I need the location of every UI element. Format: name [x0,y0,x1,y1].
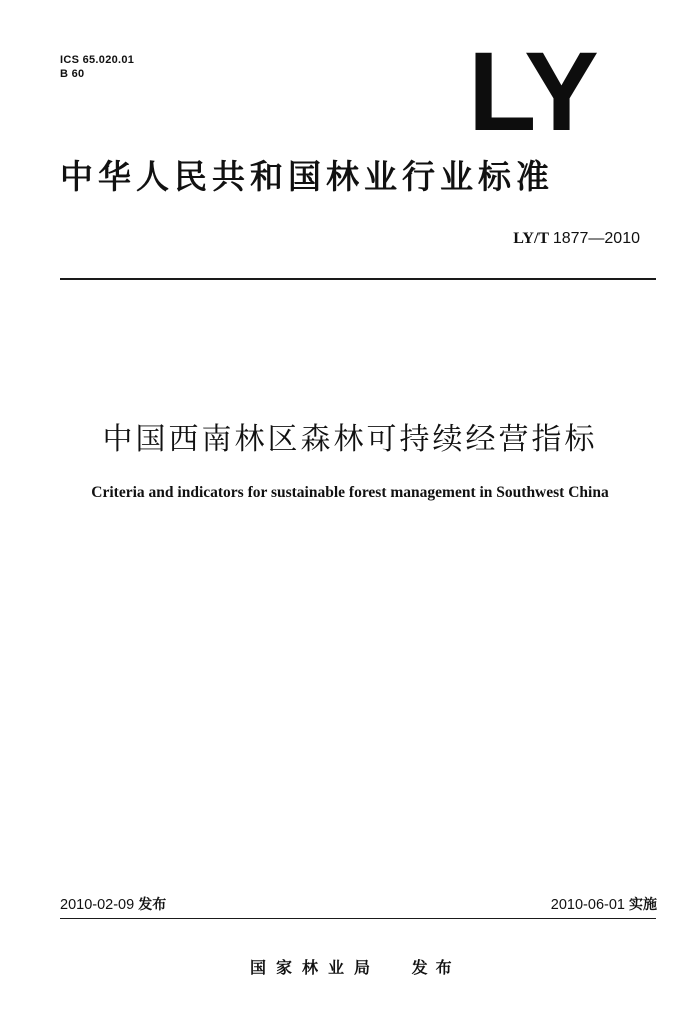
document-title-english: Criteria and indicators for sustainable forest management in Southwest China [91,484,609,501]
classification-codes [60,53,134,81]
publisher-line [250,955,460,978]
standard-code-number: 1877—2010 [552,230,640,247]
standard-code [513,230,640,248]
issue-date-label: 发布 [138,897,167,913]
ics-code: ICS 65.020.01 [60,54,135,66]
implementation-date-value: 2010-06-01 [550,897,625,913]
issue-date [60,894,166,914]
standard-logo: LY [468,29,597,154]
implementation-date [551,894,657,914]
document-title-chinese: 中国西南林区森林可持续经营指标 [102,422,598,457]
bottom-divider [60,918,656,919]
issue-date-value: 2010-02-09 [60,897,135,913]
publisher-name: 国家林业局 [250,958,381,977]
standard-code-prefix: LY/T [513,230,549,247]
standard-category-title: 中华人民共和国林业行业标准 [60,157,554,196]
publisher-action: 发布 [411,958,460,977]
implementation-date-label: 实施 [629,897,657,913]
top-divider [60,278,656,280]
ccs-code: B 60 [60,68,85,80]
